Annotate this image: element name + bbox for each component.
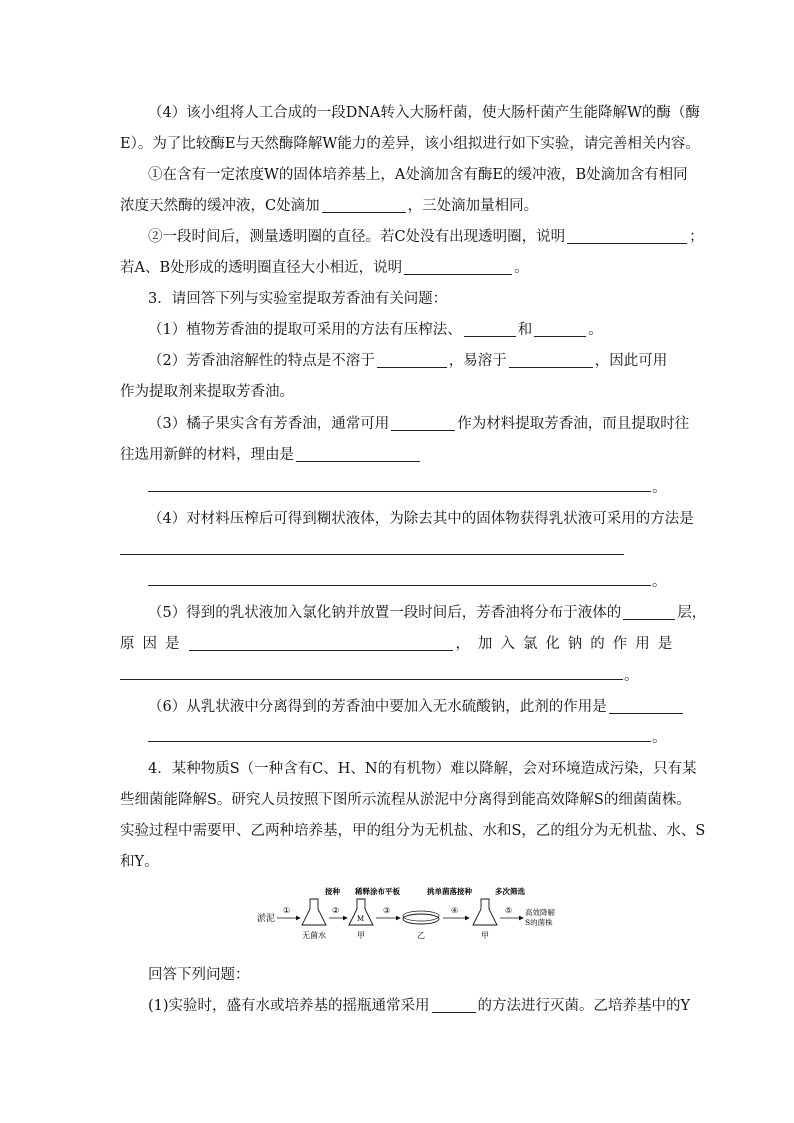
answer-line[interactable] (148, 741, 651, 742)
text-segment: （1）植物芳香油的提取可采用的方法有压榨法、 (148, 322, 462, 338)
flask-1-label: 无菌水 (302, 931, 326, 940)
text-segment: 和 (517, 322, 533, 338)
flask-2-inner: M (357, 915, 365, 923)
q3-sub5-line2 (120, 633, 680, 655)
top-label-3: 挑单菌落接种 (427, 887, 472, 896)
step-label-4: ④ (451, 906, 459, 915)
isolation-flow-diagram (255, 885, 555, 955)
q3-sub5 (148, 602, 708, 624)
answer-line[interactable] (120, 554, 624, 555)
answer-blank[interactable] (509, 351, 593, 368)
answer-blank[interactable] (404, 258, 512, 275)
answer-blank[interactable] (623, 603, 675, 620)
text-segment: 作为材料提取芳香油，而且提取时往 (457, 416, 690, 432)
text-segment: （6）从乳状液中分离得到的芳香油中要加入无水硫酸钠，此剂的作用是 (148, 699, 607, 715)
q4-step2-line2 (120, 257, 680, 279)
period-mark: 。 (624, 668, 639, 684)
top-label-1: 接种 (325, 887, 340, 896)
q3-title: 3．请回答下列与实验室提取芳香油有关问题： (148, 291, 448, 307)
step-label-3: ③ (383, 906, 391, 915)
diagram-end-label-1: 高效降解 (525, 908, 555, 917)
q3-sub6 (148, 696, 708, 718)
step-label-2: ② (332, 906, 340, 915)
text-segment: 的方法进行灭菌。乙培养基中的Y (477, 998, 691, 1014)
answer-line[interactable] (120, 679, 623, 680)
text-segment: ，三处滴加量相同。 (407, 198, 539, 214)
answer-blank[interactable] (432, 996, 476, 1013)
flask-3-icon (473, 899, 497, 925)
text-segment: 原因是 (120, 636, 188, 652)
text-segment: ，因此可用 (594, 353, 668, 369)
q3-sub4: （4）对材料压榨后可得到糊状液体，为除去其中的固体物获得乳状液可采用的方法是 (148, 511, 694, 527)
answer-blank[interactable] (189, 634, 453, 651)
answer-blank[interactable] (391, 414, 455, 431)
answer-line[interactable] (148, 585, 651, 586)
q3-sub2-line2: 作为提取剂来提取芳香油。 (120, 384, 294, 400)
text-segment: （2）芳香油溶解性的特点是不溶于 (148, 353, 375, 369)
text-segment: 浓度天然酶的缓冲液，C处滴加 (120, 198, 320, 214)
text-segment: ，加入氯化钠的作用是 (455, 636, 681, 652)
text-segment: ； (689, 229, 704, 245)
q4-step1-line1: ①在含有一定浓度W的固体培养基上，A处滴加含有酶E的缓冲液，B处滴加含有相同 (148, 167, 688, 183)
q4-line4: 和Y。 (120, 854, 159, 870)
flask-3-label: 甲 (481, 931, 489, 940)
top-label-4: 多次筛选 (495, 887, 525, 896)
answer-blank[interactable] (322, 196, 406, 213)
diagram-end-label-2: S的菌株 (525, 918, 553, 927)
q3-sub3 (148, 413, 708, 435)
text-segment: 。 (514, 260, 529, 276)
q4-step2-line1 (148, 226, 708, 248)
period-mark: 。 (652, 480, 667, 496)
answer-blank[interactable] (377, 351, 447, 368)
diagram-start-label: 淤泥 (257, 914, 276, 924)
text-segment: 往选用新鲜的材料，理由是 (120, 447, 294, 463)
q3-sub1 (148, 319, 708, 341)
dish-label: 乙 (417, 931, 425, 940)
top-label-2: 稀释涂布平板 (355, 887, 400, 896)
period-mark: 。 (652, 730, 667, 746)
period-mark: 。 (652, 574, 667, 590)
flask-1-icon (302, 899, 326, 925)
text-segment: 若A、B处形成的透明圈直径大小相近，说明 (120, 260, 403, 276)
text-segment: ，易溶于 (448, 353, 507, 369)
petri-dish-lid-icon (403, 911, 439, 921)
text-segment: （3）橘子果实含有芳香油，通常可用 (148, 416, 390, 432)
text-segment: （5）得到的乳状液加入氯化钠并放置一段时间后，芳香油将分布于液体的 (148, 605, 622, 621)
petri-dish-icon (403, 914, 439, 924)
q4-line3: 实验过程中需要甲、乙两种培养基，甲的组分为无机盐、水和S，乙的组分为无机盐、水、S (120, 823, 706, 839)
text-segment: (1)实验时，盛有水或培养基的摇瓶通常采用 (148, 998, 430, 1014)
answer-blank[interactable] (296, 445, 420, 462)
q4-line1: 4．某种物质S（一种含有C、H、N的有机物）难以降解，会对环境造成污染，只有某 (148, 761, 697, 777)
q4-part4-line2: E）。为了比较酶E与天然酶降解W能力的差异，该小组拟进行如下实验，请完善相关内容。 (120, 136, 700, 152)
answer-line[interactable] (148, 491, 651, 492)
answer-blank[interactable] (464, 320, 516, 337)
q4-line2: 些细菌能降解S。研究人员按照下图所示流程从淤泥中分离得到能高效降解S的细菌菌株。 (120, 792, 691, 808)
q4-part4-line1: （4）该小组将人工合成的一段DNA转入大肠杆菌，使大肠杆菌产生能降解W的酶（酶 (148, 105, 700, 121)
text-segment: 。 (588, 322, 603, 338)
answer-blank[interactable] (534, 320, 586, 337)
answer-blank[interactable] (609, 697, 683, 714)
q4-sub1 (148, 995, 708, 1017)
q3-sub2 (148, 350, 708, 372)
flask-2-label: 甲 (357, 931, 365, 940)
q4-step1-line2 (120, 195, 680, 217)
q4-prompt: 回答下列问题： (148, 967, 250, 983)
answer-blank[interactable] (567, 227, 687, 244)
step-label-1: ① (283, 906, 291, 915)
q3-sub3-line2 (120, 444, 680, 466)
text-segment: 层， (677, 605, 707, 621)
text-segment: ②一段时间后，测量透明圈的直径。若C处没有出现透明圈，说明 (148, 229, 566, 245)
step-label-5: ⑤ (505, 906, 513, 915)
